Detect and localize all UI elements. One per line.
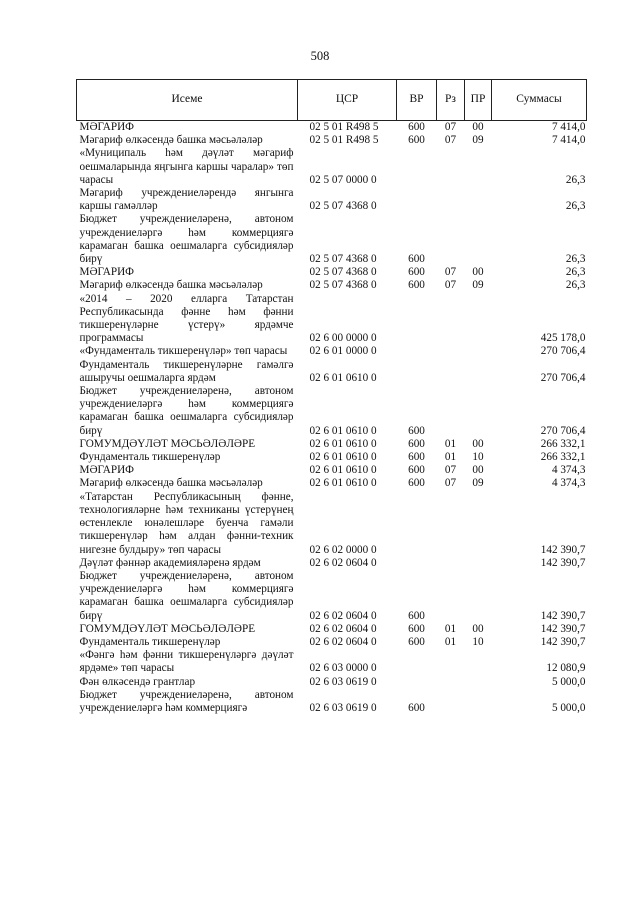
- cell-vr: 600: [408, 477, 425, 490]
- cell-pr: [465, 385, 492, 438]
- cell-rz: 01: [444, 451, 457, 464]
- budget-table: [76, 79, 587, 715]
- table-row: [77, 464, 587, 477]
- cell-name: Бюджет учреждениеләренә, автоном учреждениеләргә һәм коммерциягә карамаган башка оешмаларга субсидияләр бирү: [79, 213, 294, 266]
- cell-name: Фундаменталь тикшеренүләр: [79, 451, 221, 464]
- table-row: [77, 570, 587, 623]
- cell-sum: 270 706,4: [540, 371, 586, 384]
- cell-rz: 01: [444, 437, 457, 450]
- cell-vr: 600: [408, 701, 425, 714]
- cell-vr: 600: [408, 437, 425, 450]
- cell-csr: 02 6 01 0610 0: [309, 477, 377, 490]
- cell-sum: 142 390,7: [540, 543, 586, 556]
- cell-vr: 600: [408, 279, 425, 292]
- cell-name: «2014 – 2020 елларга Татарстан Республикасында фәнне һәм фәнни тикшеренүләрне үстерү» ярдәмче программасы: [79, 292, 294, 345]
- cell-pr: 10: [472, 635, 484, 648]
- cell-sum: 142 390,7: [540, 635, 586, 648]
- cell-pr: 09: [472, 477, 484, 490]
- cell-pr: [465, 689, 492, 715]
- cell-name: «Татарстан Республикасының фәнне, технологияләрне һәм техниканы үстерүнең өстенлекле юнәлешләре буенча гамәли тикшеренүләр һәм алдан фәнни-техник нигезне булдыру» төп чарасы: [79, 490, 294, 556]
- cell-csr: 02 6 01 0610 0: [309, 437, 377, 450]
- table-row: [77, 147, 587, 187]
- cell-csr: 02 6 02 0000 0: [309, 543, 377, 556]
- cell-vr: [397, 293, 437, 346]
- cell-rz: [437, 385, 465, 438]
- table-row: [77, 623, 587, 636]
- table-row: [77, 636, 587, 649]
- cell-sum: 26,3: [565, 200, 586, 213]
- header-name: Исеме: [77, 80, 298, 121]
- cell-vr: 600: [408, 622, 425, 635]
- cell-sum: 142 390,7: [540, 556, 586, 569]
- cell-pr: [465, 187, 492, 213]
- cell-rz: [437, 689, 465, 715]
- cell-sum: 26,3: [565, 173, 586, 186]
- cell-sum: 4 374,3: [551, 464, 586, 477]
- table-row: [77, 266, 587, 279]
- cell-rz: [437, 345, 465, 358]
- cell-rz: [437, 491, 465, 557]
- cell-name: «Фәнгә һәм фәнни тикшеренүләргә дәүләт ярдәме» төп чарасы: [79, 649, 294, 675]
- cell-sum: 142 390,7: [540, 609, 586, 622]
- header-csr: ЦСР: [298, 80, 397, 121]
- cell-sum: 4 374,3: [551, 477, 586, 490]
- cell-vr: 600: [408, 424, 425, 437]
- cell-name: Фундаменталь тикшеренүләр: [79, 635, 221, 648]
- cell-name: ГОМУМДӘҮЛӘТ МӘСЬӘЛӘЛӘРЕ: [79, 437, 256, 450]
- cell-vr: [397, 187, 437, 213]
- cell-pr: [465, 213, 492, 266]
- cell-sum: 270 706,4: [540, 345, 586, 358]
- cell-name: Мәгариф өлкәсендә башка мәсьәләләр: [79, 477, 263, 490]
- cell-rz: [437, 187, 465, 213]
- cell-pr: [465, 570, 492, 623]
- cell-vr: [397, 359, 437, 385]
- cell-name: ГОМУМДӘҮЛӘТ МӘСЬӘЛӘЛӘРЕ: [79, 622, 256, 635]
- table-row: [77, 438, 587, 451]
- cell-pr: 00: [472, 464, 484, 477]
- cell-pr: 09: [472, 134, 484, 147]
- header-rz: Рз: [437, 80, 465, 121]
- cell-rz: [437, 147, 465, 187]
- table-body: [77, 121, 587, 716]
- cell-sum: 7 414,0: [551, 134, 586, 147]
- cell-pr: [465, 676, 492, 689]
- table-row: [77, 491, 587, 557]
- cell-pr: [465, 491, 492, 557]
- table-row: [77, 279, 587, 292]
- cell-csr: 02 5 07 0000 0: [309, 173, 377, 186]
- header-pr: ПР: [465, 80, 492, 121]
- cell-csr: 02 6 01 0610 0: [309, 424, 377, 437]
- cell-sum: 266 332,1: [540, 451, 586, 464]
- cell-vr: [397, 147, 437, 187]
- table-row: [77, 134, 587, 147]
- cell-csr: 02 5 07 4368 0: [309, 279, 377, 292]
- cell-csr: 02 5 01 R498 5: [309, 134, 379, 147]
- cell-rz: 07: [444, 464, 457, 477]
- cell-pr: [465, 147, 492, 187]
- cell-rz: 07: [444, 279, 457, 292]
- table-row: [77, 213, 587, 266]
- cell-sum: 26,3: [565, 266, 586, 279]
- cell-name: Мәгариф өлкәсендә башка мәсьәләләр: [79, 134, 263, 147]
- cell-pr: 10: [472, 451, 484, 464]
- cell-vr: [397, 557, 437, 570]
- cell-pr: 00: [472, 121, 484, 133]
- cell-rz: 01: [444, 622, 457, 635]
- cell-name: МӘГАРИФ: [79, 464, 134, 477]
- cell-rz: 07: [444, 134, 457, 147]
- cell-sum: 7 414,0: [551, 121, 586, 133]
- cell-rz: [437, 570, 465, 623]
- table-row: [77, 187, 587, 213]
- cell-vr: [397, 676, 437, 689]
- table-row: [77, 345, 587, 358]
- cell-vr: 600: [408, 609, 425, 622]
- cell-name: Бюджет учреждениеләренә, автоном учреждениеләргә һәм коммерциягә карамаган башка оешмаларга субсидияләр бирү: [79, 385, 294, 437]
- header-vr: ВР: [397, 80, 437, 121]
- cell-sum: 142 390,7: [540, 622, 586, 635]
- cell-vr: [397, 345, 437, 358]
- cell-csr: 02 6 02 0604 0: [309, 556, 377, 569]
- table-header-row: [77, 80, 587, 121]
- cell-rz: [437, 359, 465, 385]
- cell-csr: 02 6 02 0604 0: [309, 635, 377, 648]
- cell-pr: 00: [472, 437, 484, 450]
- cell-name: Бюджет учреждениеләренә, автоном учреждениеләргә һәм коммерциягә: [79, 688, 294, 714]
- cell-name: Бюджет учреждениеләренә, автоном учреждениеләргә һәм коммерциягә карамаган башка оешмаларга субсидияләр бирү: [79, 569, 294, 622]
- cell-csr: 02 6 03 0000 0: [309, 662, 377, 675]
- cell-name: Мәгариф учреждениеләрендә янгынга каршы гамәлләр: [79, 187, 294, 213]
- cell-csr: 02 6 01 0610 0: [309, 371, 377, 384]
- cell-vr: [397, 649, 437, 675]
- cell-rz: 07: [444, 266, 457, 279]
- cell-sum: 5 000,0: [551, 701, 586, 714]
- table-row: [77, 385, 587, 438]
- table-row: [77, 477, 587, 490]
- cell-csr: 02 6 02 0604 0: [309, 609, 377, 622]
- page-number: 508: [310, 49, 330, 63]
- cell-rz: [437, 649, 465, 675]
- cell-name: Фән өлкәсендә грантлар: [79, 675, 196, 688]
- cell-rz: [437, 293, 465, 346]
- cell-rz: 01: [444, 635, 457, 648]
- cell-vr: [397, 491, 437, 557]
- table-row: [77, 676, 587, 689]
- table-row: [77, 293, 587, 346]
- cell-sum: 270 706,4: [540, 424, 586, 437]
- cell-name: «Муниципаль һәм дәүләт мәгариф оешмаларында яңгынга каршы чаралар» төп чарасы: [79, 147, 294, 186]
- cell-csr: 02 6 01 0610 0: [309, 464, 377, 477]
- cell-name: «Фундаменталь тикшеренүләр» төп чарасы: [79, 345, 288, 358]
- table-row: [77, 451, 587, 464]
- table-row: [77, 557, 587, 570]
- cell-sum: 5 000,0: [551, 675, 586, 688]
- cell-name: Фундаменталь тикшеренүләрне гамәлгә ашыручы оешмаларга ярдәм: [79, 358, 294, 384]
- cell-rz: [437, 676, 465, 689]
- cell-sum: 26,3: [565, 253, 586, 266]
- cell-pr: 00: [472, 622, 484, 635]
- cell-pr: [465, 359, 492, 385]
- cell-csr: 02 5 07 4368 0: [309, 266, 377, 279]
- cell-name: Мәгариф өлкәсендә башка мәсьәләләр: [79, 279, 263, 292]
- cell-rz: 07: [444, 477, 457, 490]
- cell-csr: 02 5 07 4368 0: [309, 200, 377, 213]
- cell-sum: 266 332,1: [540, 437, 586, 450]
- cell-rz: 07: [444, 121, 457, 133]
- cell-pr: 00: [472, 266, 484, 279]
- table-row: [77, 359, 587, 385]
- table-row: [77, 121, 587, 135]
- header-sum: Суммасы: [492, 80, 587, 121]
- cell-pr: 09: [472, 279, 484, 292]
- cell-csr: 02 6 03 0619 0: [309, 701, 377, 714]
- cell-csr: 02 6 02 0604 0: [309, 622, 377, 635]
- cell-name: МӘГАРИФ: [79, 266, 134, 279]
- cell-csr: 02 6 00 0000 0: [309, 332, 377, 345]
- cell-csr: 02 5 01 R498 5: [309, 121, 379, 133]
- cell-vr: 600: [408, 451, 425, 464]
- cell-rz: [437, 213, 465, 266]
- cell-sum: 26,3: [565, 279, 586, 292]
- cell-sum: 12 080,9: [546, 662, 586, 675]
- cell-sum: 425 178,0: [540, 332, 586, 345]
- cell-vr: 600: [408, 635, 425, 648]
- cell-vr: 600: [408, 464, 425, 477]
- cell-rz: [437, 557, 465, 570]
- cell-pr: [465, 293, 492, 346]
- cell-pr: [465, 649, 492, 675]
- cell-vr: 600: [408, 121, 425, 133]
- table-row: [77, 689, 587, 715]
- cell-vr: 600: [408, 253, 425, 266]
- cell-vr: 600: [408, 134, 425, 147]
- cell-vr: 600: [408, 266, 425, 279]
- cell-pr: [465, 557, 492, 570]
- cell-pr: [465, 345, 492, 358]
- cell-name: МӘГАРИФ: [79, 121, 134, 133]
- cell-name: Дәүләт фәннәр академияләренә ярдәм: [79, 556, 261, 569]
- cell-csr: 02 6 03 0619 0: [309, 675, 377, 688]
- cell-csr: 02 5 07 4368 0: [309, 253, 377, 266]
- cell-csr: 02 6 01 0000 0: [309, 345, 377, 358]
- cell-csr: 02 6 01 0610 0: [309, 451, 377, 464]
- table-row: [77, 649, 587, 675]
